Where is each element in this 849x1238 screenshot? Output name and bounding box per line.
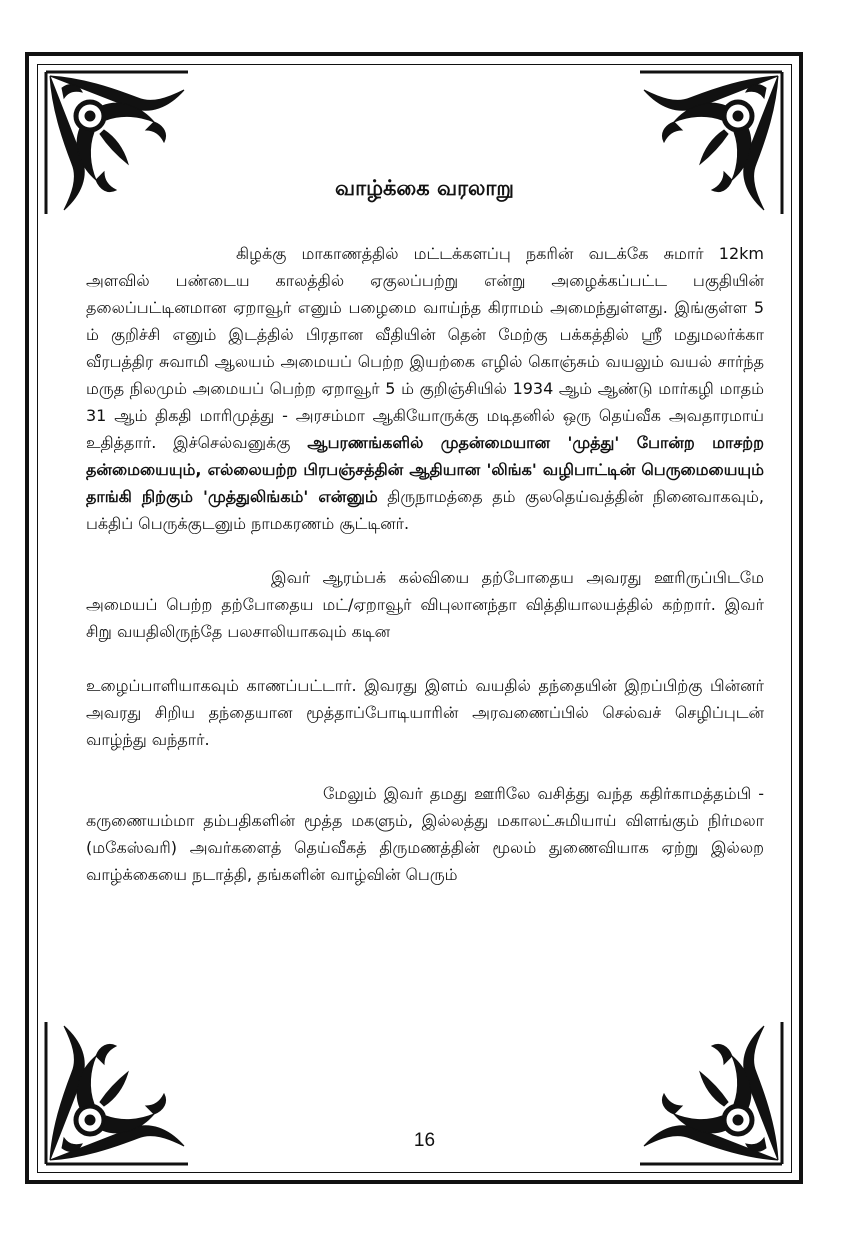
- page-number: 16: [413, 1130, 436, 1151]
- paragraph-spacer: [86, 645, 764, 672]
- paragraph-youth: உழைப்பாளியாகவும் காணப்பட்டார். இவரது இளம் வயதில் தந்தையின் இறப்பிற்கு பின்னர் அவரது சிறிய தந்தையான மூத்தாப்போடியாரின் அரவணைப்பில் செல்வச் செழிப்புடன் வாழ்ந்து வந்தார்.: [86, 676, 765, 749]
- paragraph-naming-text: திருநாமத்தை தம் குலதெய்வத்தின் நினைவாகவும், பக்திப் பெருக்குடனும் நாமகரணம் சூட்டினர்.: [86, 487, 764, 533]
- name-meaning-bold-text: ஆபரணங்களில் முதன்மையான 'முத்து' போன்ற மாசற்ற தன்மையையும், எல்லையற்ற பிரபஞ்சத்தின் ஆதியான 'லிங்க' வழிபாட்டின் பெருமையையும் தாங்கி நிற்கும் 'முத்துலிங்கம்' என்னும்: [86, 433, 765, 506]
- paragraph-spacer: [86, 537, 764, 564]
- body-text: [86, 240, 764, 888]
- paragraph-marriage: மேலும் இவர் தமது ஊரிலே வசித்து வந்த கதிர்காமத்தம்பி - கருணையம்மா தம்பதிகளின் மூத்த மகளும், இல்லத்து மகாலட்சுமியாய் விளங்கும் நிர்மலா (மகேஸ்வரி) அவர்களைத் தெய்வீகத் திருமணத்தின் மூலம் துணைவியாக ஏற்று இல்லற வாழ்க்கையை நடாத்தி, தங்களின் வாழ்வின் பெரும்: [86, 784, 764, 884]
- paragraph-spacer: [86, 753, 764, 780]
- page-title: வாழ்க்கை வரலாறு: [335, 176, 514, 200]
- paragraph-education: இவர் ஆரம்பக் கல்வியை தற்போதைய அவரது ஊரிருப்பிடமே அமையப் பெற்ற தற்போதைய மட்/ஏறாவூர் விபுலானந்தா வித்தியாலயத்தில் கற்றார். இவர் சிறு வயதிலிருந்தே பலசாலியாகவும் கடின: [86, 568, 765, 641]
- paragraph-birth-text: கிழக்கு மாகாணத்தில் மட்டக்களப்பு நகரின் வடக்கே சுமார் 12km அளவில் பண்டைய காலத்தில் ஏகுலப்பற்று என்று அழைக்கப்பட்ட பகுதியின் தலைப்பட்டினமான ஏறாவூர் எனும் பழைமை வாய்ந்த கிராமம் அமைந்துள்ளது. இங்குள்ள 5 ம் குறிச்சி எனும் இடத்தில் பிரதான வீதியின் தென் மேற்கு பக்கத்தில் ஸ்ரீ மதுமலர்க்கா வீரபத்திர சுவாமி ஆலயம் அமையப் பெற்ற இயற்கை எழில் கொஞ்சும் வயலும் வயல் சார்ந்த மருத நிலமும் அமையப் பெற்ற ஏறாவூர் 5 ம் குறிஞ்சியில் 1934 ஆம் ஆண்டு மார்கழி மாதம் 31 ஆம் திகதி மாரிமுத்து - அரசம்மா ஆகியோருக்கு மடிதனில் ஒரு தெய்வீக அவதாரமாய் உதித்தார். இச்செல்வனுக்கு: [86, 244, 764, 452]
- paragraph-birth: [86, 240, 764, 537]
